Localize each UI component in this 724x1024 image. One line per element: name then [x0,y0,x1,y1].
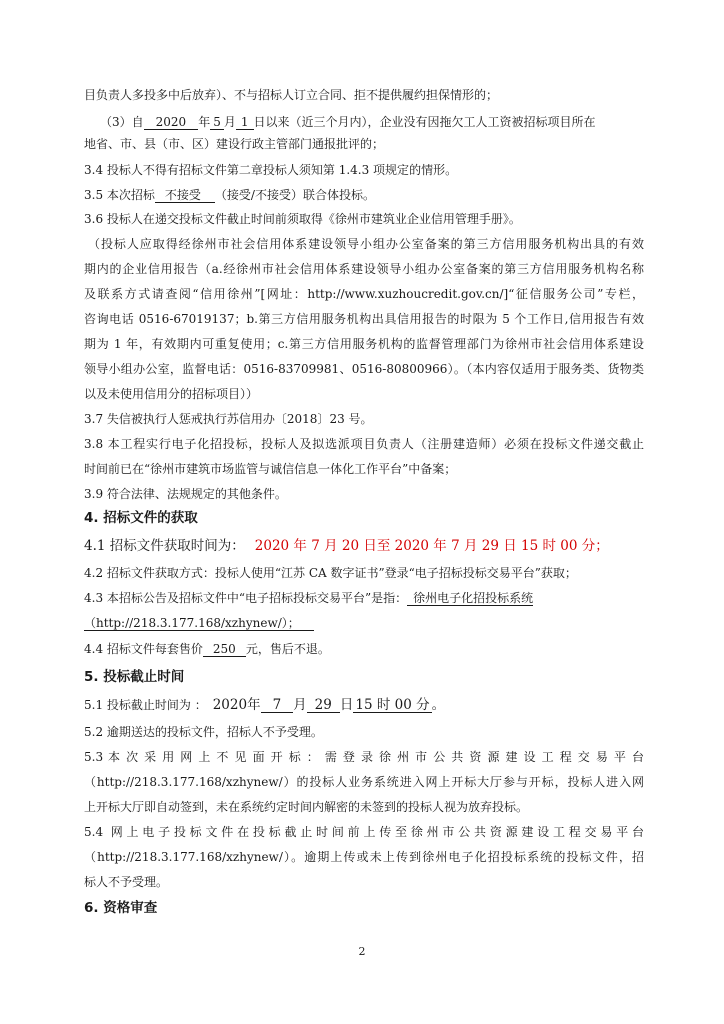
text-line: 3.9 符合法律、法规规定的其他条件。 [84,487,287,501]
filled-day: 1 [236,115,254,130]
text-run: 4.1 招标文件获取时间为： [84,538,245,554]
section-heading-4: 4. 招标文件的获取 [84,510,198,526]
deadline-month: 7 [261,698,294,713]
text-run: 4.3 本招标公告及招标文件中“电子招标投标交易平台”是指： [84,591,408,605]
text-line [84,641,644,657]
text-line: 上开标大厅即自动签到，未在系统约定时间内解密的未签到的投标人视为放弃投标。 [84,800,529,814]
text-run: 元，售后不退。 [245,642,330,656]
text-line: 3.6 投标人在递交投标文件截止时间前须取得《徐州市建筑业企业信用管理手册》。 [84,212,521,226]
text-line: 以及未使用信用分的招标项目）） [84,387,259,401]
text-run: 日以来（近三个月内），企业没有因拖欠工人工资被招标项目所在 [253,115,596,129]
text-line: 期为 1 年，有效期内可重复使用；c.第三方信用服务机构的监督管理部门为徐州市社会信用体系建设 [84,337,644,351]
section-heading-6: 6. 资格审查 [84,900,158,916]
text-line: 及联系方式请查阅“信用徐州”[网址：http://www.xuzhoucredit.gov.cn/]“征信服务公司”专栏， [84,287,644,301]
section-heading-5: 5. 投标截止时间 [84,669,185,685]
filled-month: 5 [210,115,224,130]
text-run: 月 [293,697,307,713]
text-run: 4.4 招标文件每套售价 [84,642,203,656]
document-price: 250 [203,642,246,657]
text-line: 5.2 逾期送达的投标文件，招标人不予受理。 [84,725,323,739]
highlighted-date-range: 2020 年 7 月 20 日至 2020 年 7 月 29 日 15 时 00 分； [254,538,609,554]
text-line [84,538,644,554]
text-line: 期内的企业信用报告（a.经徐州市社会信用体系建设领导小组办公室备案的第三方信用服务机构名称 [84,262,644,276]
text-line: 领导小组办公室，监督电话：0516-83709981、0516-80800966）。（本内容仅适用于服务类、货物类 [84,362,644,376]
text-line: 地省、市、县（市、区）建设行政主管部门通报批评的； [84,137,385,151]
text-line: 4.2 招标文件获取方式：投标人使用“江苏 CA 数字证书”登录“电子招标投标交易平台”获取； [84,566,577,580]
text-run: 月 [223,115,236,129]
deadline-time: 15 时 00 分 [355,697,430,713]
text-line: 咨询电话 0516-67019137；b.第三方信用服务机构出具信用报告的时限为 5 个工作日,信用报告有效 [84,312,644,326]
text-line: （http://218.3.177.168/xzhynew/）的投标人业务系统进入网上开标大厅参与开标，投标人进入网 [84,775,644,789]
filled-consortium: 不接受 [155,188,215,203]
text-line: 5.4 网上电子投标文件在投标截止时间前上传至徐州市公共资源建设工程交易平台 [84,825,644,839]
platform-url: （http://218.3.177.168/xzhynew/）； [84,616,314,631]
text-line: 3.4 投标人不得有招标文件第二章投标人须知第 1.4.3 项规定的情形。 [84,163,458,177]
text-line: 时间前已在“徐州市建筑市场监管与诚信信息一体化工作平台”中备案； [84,462,457,476]
text-run: 年 [198,115,211,129]
text-line [84,590,644,606]
text-line: 目负责人多投多中后放弃）、不与招标人订立合同、拒不提供履约担保情形的； [84,88,499,102]
text-line: 3.8 本工程实行电子化招投标，投标人及拟选派项目负责人（注册建造师）必须在投标文件递交截止 [84,437,644,451]
text-run: 3.5 本次招标 [84,188,155,202]
text-line: 5.3 本 次 采 用 网 上 不 见 面 开 标 ： 需 登 录 徐 州 市 公 共 资 源 建 设 工 程 交 易 平 台 [84,750,644,764]
text-run: 日 [339,697,354,713]
text-line: （投标人应取得经徐州市社会信用体系建设领导小组办公室备案的第三方信用服务机构出具的有效 [88,237,644,251]
platform-name: 徐州电子化招投标系统 [407,591,533,606]
text-run: （接受/不接受）联合体投标。 [214,188,375,202]
text-run: 5.1 投标截止时间为 ： [84,698,207,712]
text-run: （3）自 [100,115,144,129]
page-number: 2 [358,945,366,958]
text-run: 年 [247,697,261,713]
text-line: 标人不予受理。 [84,875,169,889]
deadline-year: 2020 [212,697,248,713]
deadline-day: 29 [307,698,340,713]
text-line [100,114,660,130]
text-line [84,615,644,631]
filled-year: 2020 [144,115,199,130]
text-line: （http://218.3.177.168/xzhynew/）。逾期上传或未上传到徐州电子化招投标系统的投标文件，招 [84,850,644,864]
text-run: 。 [431,697,446,713]
text-line [84,187,644,203]
text-line [84,697,644,713]
text-line: 3.7 失信被执行人惩戒执行苏信用办〔2018〕23 号。 [84,412,373,426]
